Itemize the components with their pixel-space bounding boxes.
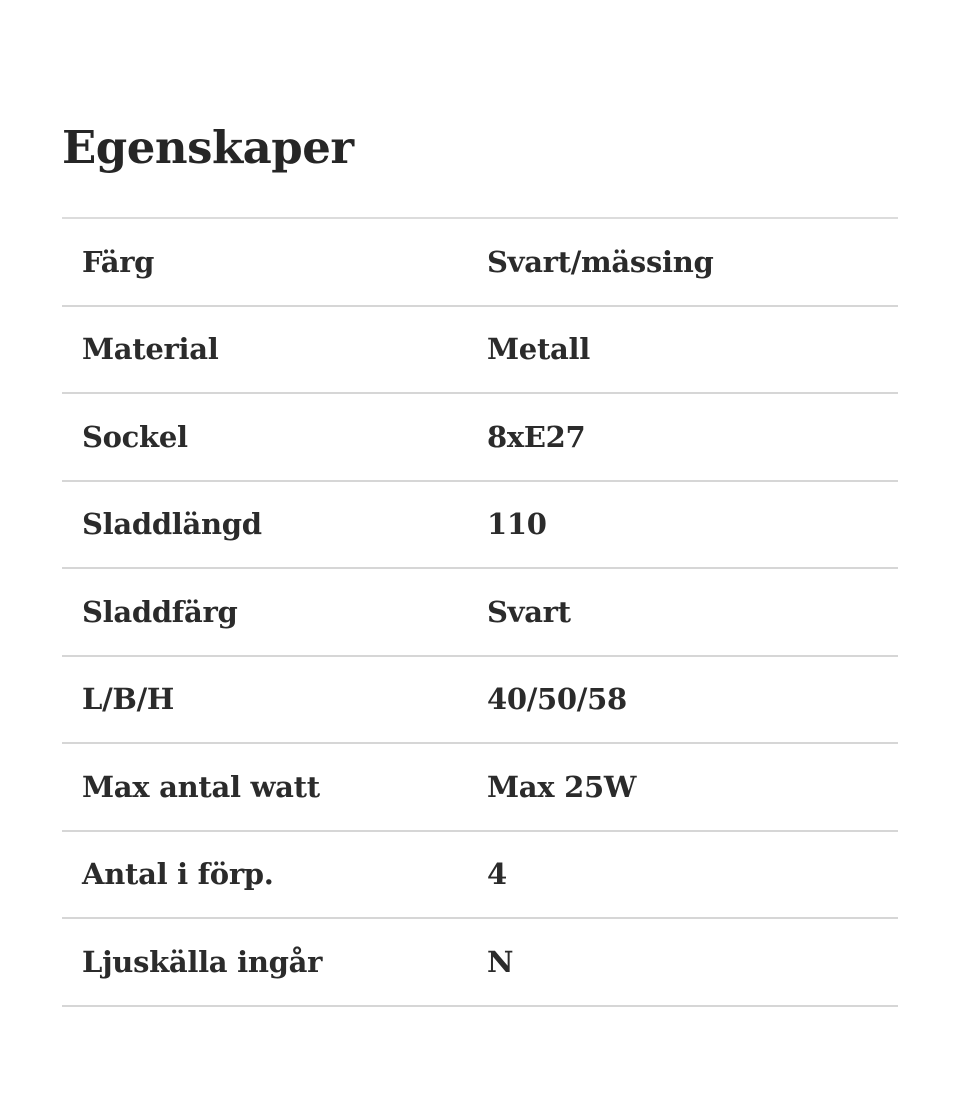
spec-value: Svart/mässing [487, 244, 714, 279]
spec-row-dimensions [62, 657, 898, 745]
spec-value: Metall [487, 332, 590, 367]
spec-label: L/B/H [82, 682, 174, 717]
spec-row-cord-color [62, 569, 898, 657]
spec-value: N [487, 944, 514, 979]
spec-label: Sladdfärg [82, 594, 238, 629]
spec-label: Ljuskälla ingår [82, 944, 323, 979]
spec-value: 110 [487, 507, 547, 542]
spec-label: Antal i förp. [82, 857, 274, 892]
spec-label: Material [82, 332, 219, 367]
spec-row-bulb-included [62, 919, 898, 1007]
spec-label: Färg [82, 244, 155, 279]
spec-row-cord-length [62, 482, 898, 570]
spec-table [62, 217, 898, 1007]
spec-value: Svart [487, 594, 571, 629]
spec-value: 40/50/58 [487, 682, 627, 717]
spec-row-material [62, 307, 898, 395]
spec-row-socket [62, 394, 898, 482]
spec-label: Sladdlängd [82, 507, 262, 542]
spec-label: Max antal watt [82, 769, 320, 804]
spec-value: 4 [487, 857, 507, 892]
spec-value: 8xE27 [487, 419, 586, 454]
section-title: Egenskaper [62, 121, 354, 174]
spec-label: Sockel [82, 419, 188, 454]
spec-row-max-wattage [62, 744, 898, 832]
spec-value: Max 25W [487, 769, 637, 804]
spec-row-pack-quantity [62, 832, 898, 920]
spec-row-color [62, 219, 898, 307]
